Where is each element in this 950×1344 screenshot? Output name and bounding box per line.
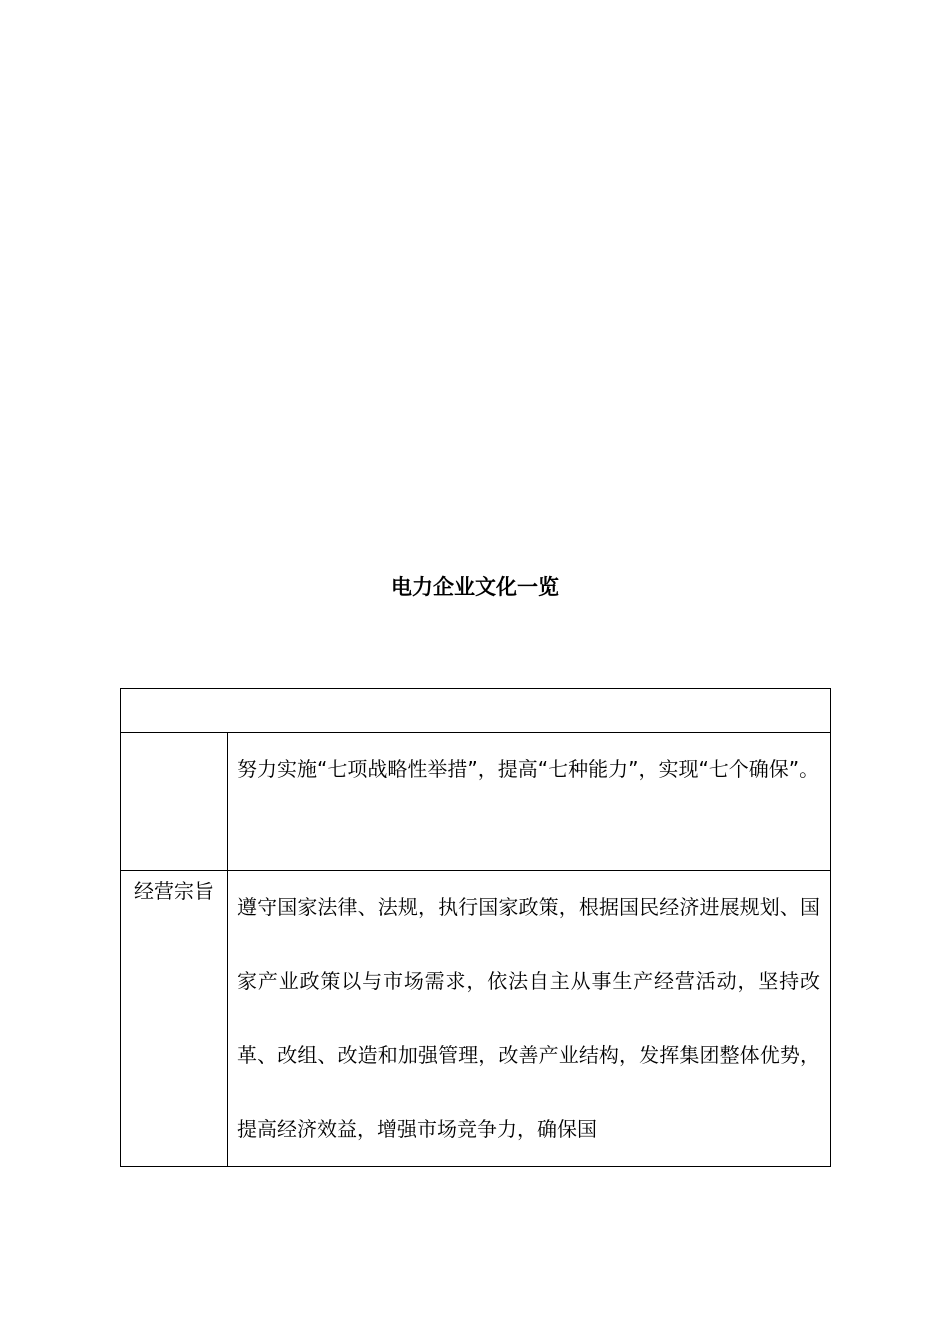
table-row: [121, 733, 831, 871]
row-content-cell: [228, 871, 831, 1167]
row-label-cell: [121, 871, 228, 1167]
table-row: [121, 871, 831, 1167]
row-content: 遵守国家法律、法规，执行国家政策，根据国民经济进展规划、国家产业政策以与市场需求，依法自主从事生产经营活动，坚持改革、改组、改造和加强管理，改善产业结构，发挥集团整体优势，提高经济效益，增强市场竞争力，确保国: [237, 895, 820, 1141]
table-header-cell: [121, 689, 831, 733]
page-title: 电力企业文化一览: [391, 575, 559, 599]
row-content: 努力实施“七项战略性举措”，提高“七种能力”，实现“七个确保”。: [237, 757, 820, 781]
row-label-cell: [121, 733, 228, 871]
culture-table: [120, 688, 831, 1167]
row-label: 经营宗旨: [134, 879, 214, 903]
table-header-row: [121, 689, 831, 733]
row-content-cell: [228, 733, 831, 871]
